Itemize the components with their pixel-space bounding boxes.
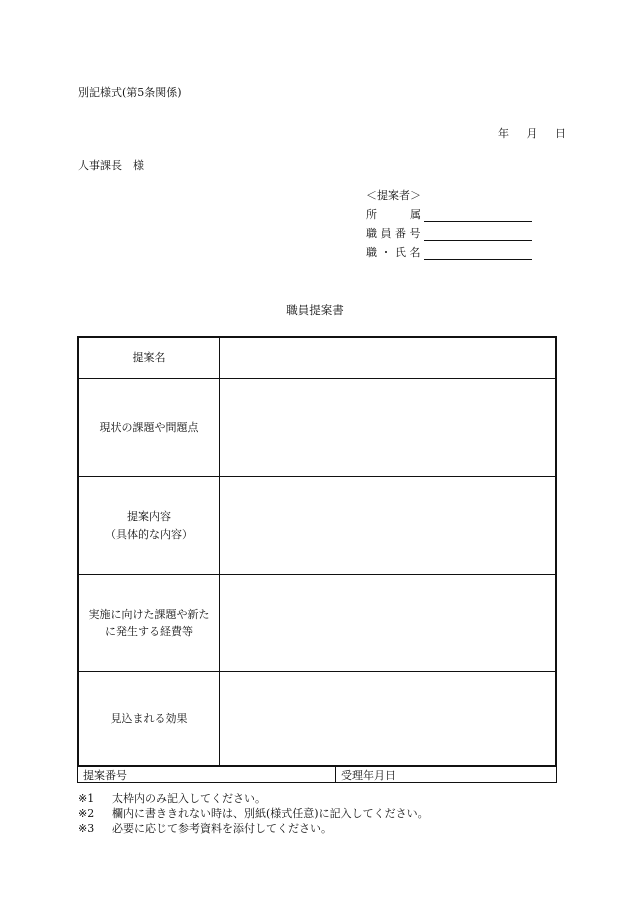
implementation-issues-label: 実施に向けた課題や新た に発生する経費等 bbox=[79, 575, 220, 671]
document-title: 職員提案書 bbox=[286, 303, 344, 317]
note-text: 太枠内のみ記入してください。 bbox=[112, 792, 266, 805]
table-row bbox=[79, 671, 555, 765]
employee-number-line[interactable] bbox=[424, 228, 532, 241]
implementation-issues-value[interactable] bbox=[220, 575, 555, 671]
position-name-line[interactable] bbox=[424, 247, 532, 260]
employee-number-field[interactable] bbox=[366, 225, 532, 241]
table-row bbox=[79, 338, 555, 378]
addressee: 人事課長 様 bbox=[78, 159, 144, 172]
form-id: 別記様式(第5条関係) bbox=[78, 86, 182, 99]
employee-number-label: 職 員 番 号 bbox=[366, 227, 421, 240]
proposal-number-label: 提案番号 bbox=[78, 767, 336, 782]
expected-effects-label: 見込まれる効果 bbox=[79, 672, 220, 765]
proposal-name-value[interactable] bbox=[220, 338, 555, 378]
date-line bbox=[498, 125, 566, 141]
note-mark: ※1 bbox=[78, 792, 95, 805]
date-month: 月 bbox=[526, 127, 538, 140]
note-text: 必要に応じて参考資料を添付してください。 bbox=[112, 822, 332, 835]
note-item bbox=[78, 821, 429, 836]
proposal-content-value[interactable] bbox=[220, 477, 555, 574]
note-item bbox=[78, 806, 429, 821]
table-row bbox=[79, 574, 555, 671]
note-mark: ※2 bbox=[78, 807, 95, 820]
proposer-heading: ＜提案者＞ bbox=[366, 189, 421, 202]
affiliation-label: 所 属 bbox=[366, 208, 421, 221]
position-name-field[interactable] bbox=[366, 244, 532, 260]
position-name-label: 職 ・ 氏 名 bbox=[366, 246, 421, 259]
table-row bbox=[79, 378, 555, 476]
notes bbox=[78, 791, 429, 836]
receipt-row bbox=[77, 767, 557, 783]
table-row bbox=[79, 476, 555, 574]
note-item bbox=[78, 791, 429, 806]
affiliation-line[interactable] bbox=[424, 209, 532, 222]
note-mark: ※3 bbox=[78, 822, 95, 835]
affiliation-field[interactable] bbox=[366, 206, 532, 222]
note-text: 欄内に書ききれない時は、別紙(様式任意)に記入してください。 bbox=[112, 807, 429, 820]
proposal-name-label: 提案名 bbox=[79, 338, 220, 378]
proposal-content-label: 提案内容 （具体的な内容） bbox=[79, 477, 220, 574]
current-issues-label: 現状の課題や問題点 bbox=[79, 379, 220, 476]
expected-effects-value[interactable] bbox=[220, 672, 555, 765]
date-day: 日 bbox=[555, 127, 566, 140]
date-year: 年 bbox=[498, 127, 509, 140]
proposal-table bbox=[77, 336, 557, 767]
received-date-label: 受理年月日 bbox=[341, 768, 396, 782]
current-issues-value[interactable] bbox=[220, 379, 555, 476]
